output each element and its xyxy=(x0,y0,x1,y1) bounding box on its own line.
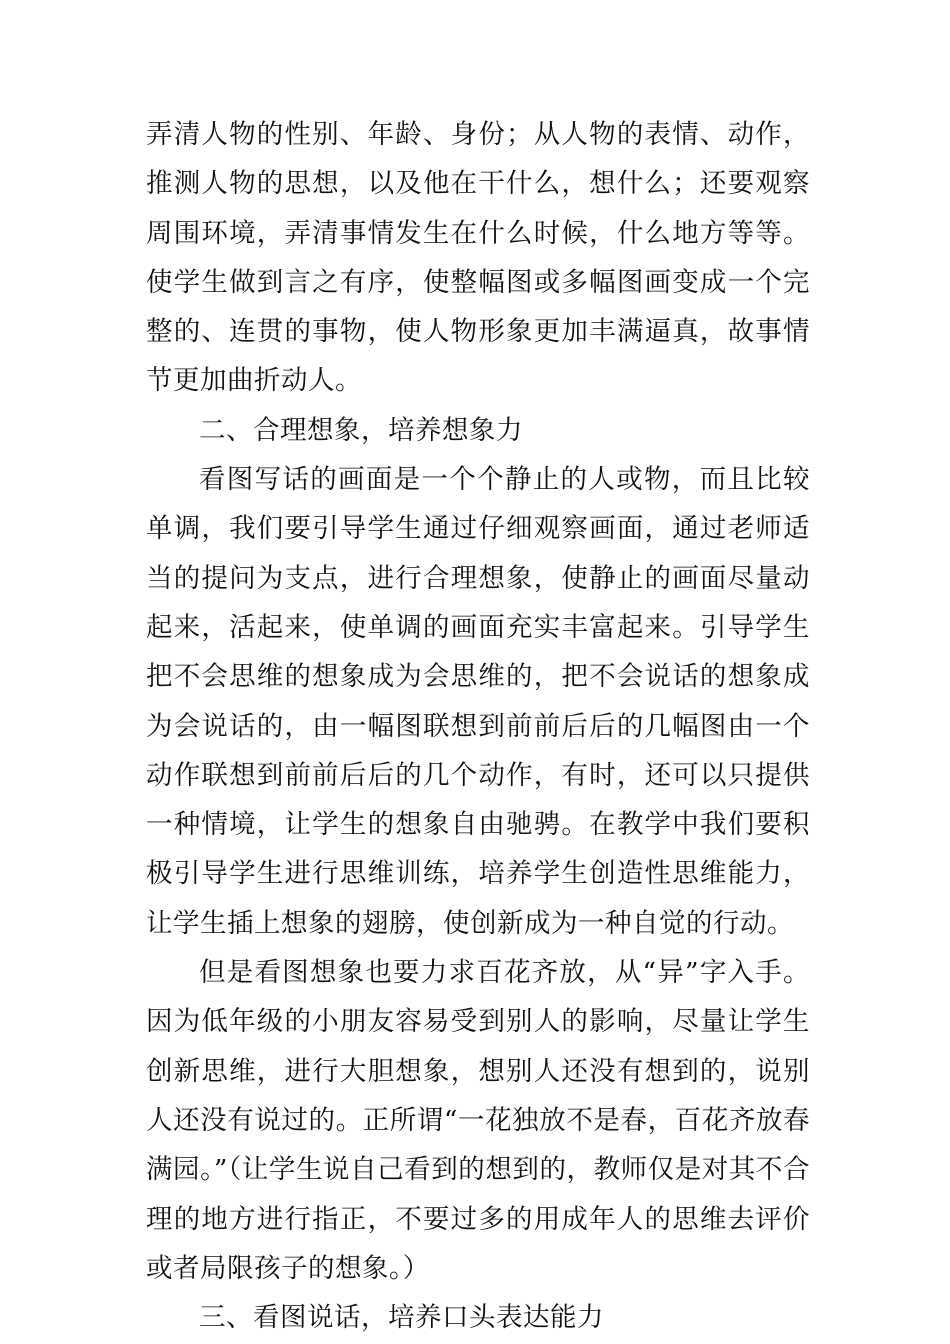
paragraph-diversity: 但是看图想象也要力求百花齐放，从“异”字入手。因为低年级的小朋友容易受到别人的影响，尽量让学生创新思维，进行大胆想象，想别人还没有想到的，说别人还没有说过的。正所谓“一花独放不是春，百花齐放春满园。”（让学生说自己看到的想到的，教师仅是对其不合理的地方进行指正，不要过多的用成年人的思维去评价或者局限孩子的想象。） xyxy=(146,957,810,1284)
paragraph-observation-continued: 弄清人物的性别、年龄、身份；从人物的表情、动作，推测人物的思想，以及他在干什么，想什么；还要观察周围环境，弄清事情发生在什么时候，什么地方等等。使学生做到言之有序，使整幅图或多幅图画变成一个完整的、连贯的事物，使人物形象更加丰满逼真，故事情节更加曲折动人。 xyxy=(146,119,810,397)
document-body xyxy=(146,110,810,1342)
section-heading-oral-expression: 三、看图说话，培养口头表达能力 xyxy=(199,1302,604,1334)
section-heading-imagination: 二、合理想象，培养想象力 xyxy=(199,414,523,446)
paragraph-imagination: 看图写话的画面是一个个静止的人或物，而且比较单调，我们要引导学生通过仔细观察画面，通过老师适当的提问为支点，进行合理想象，使静止的画面尽量动起来，活起来，使单调的画面充实丰富起来。引导学生把不会思维的想象成为会思维的，把不会说话的想象成为会说话的，由一幅图联想到前前后后的几幅图由一个动作联想到前前后后的几个动作，有时，还可以只提供一种情境，让学生的想象自由驰骋。在教学中我们要积极引导学生进行思维训练，培养学生创造性思维能力，让学生插上想象的翅膀，使创新成为一种自觉的行动。 xyxy=(146,464,810,939)
